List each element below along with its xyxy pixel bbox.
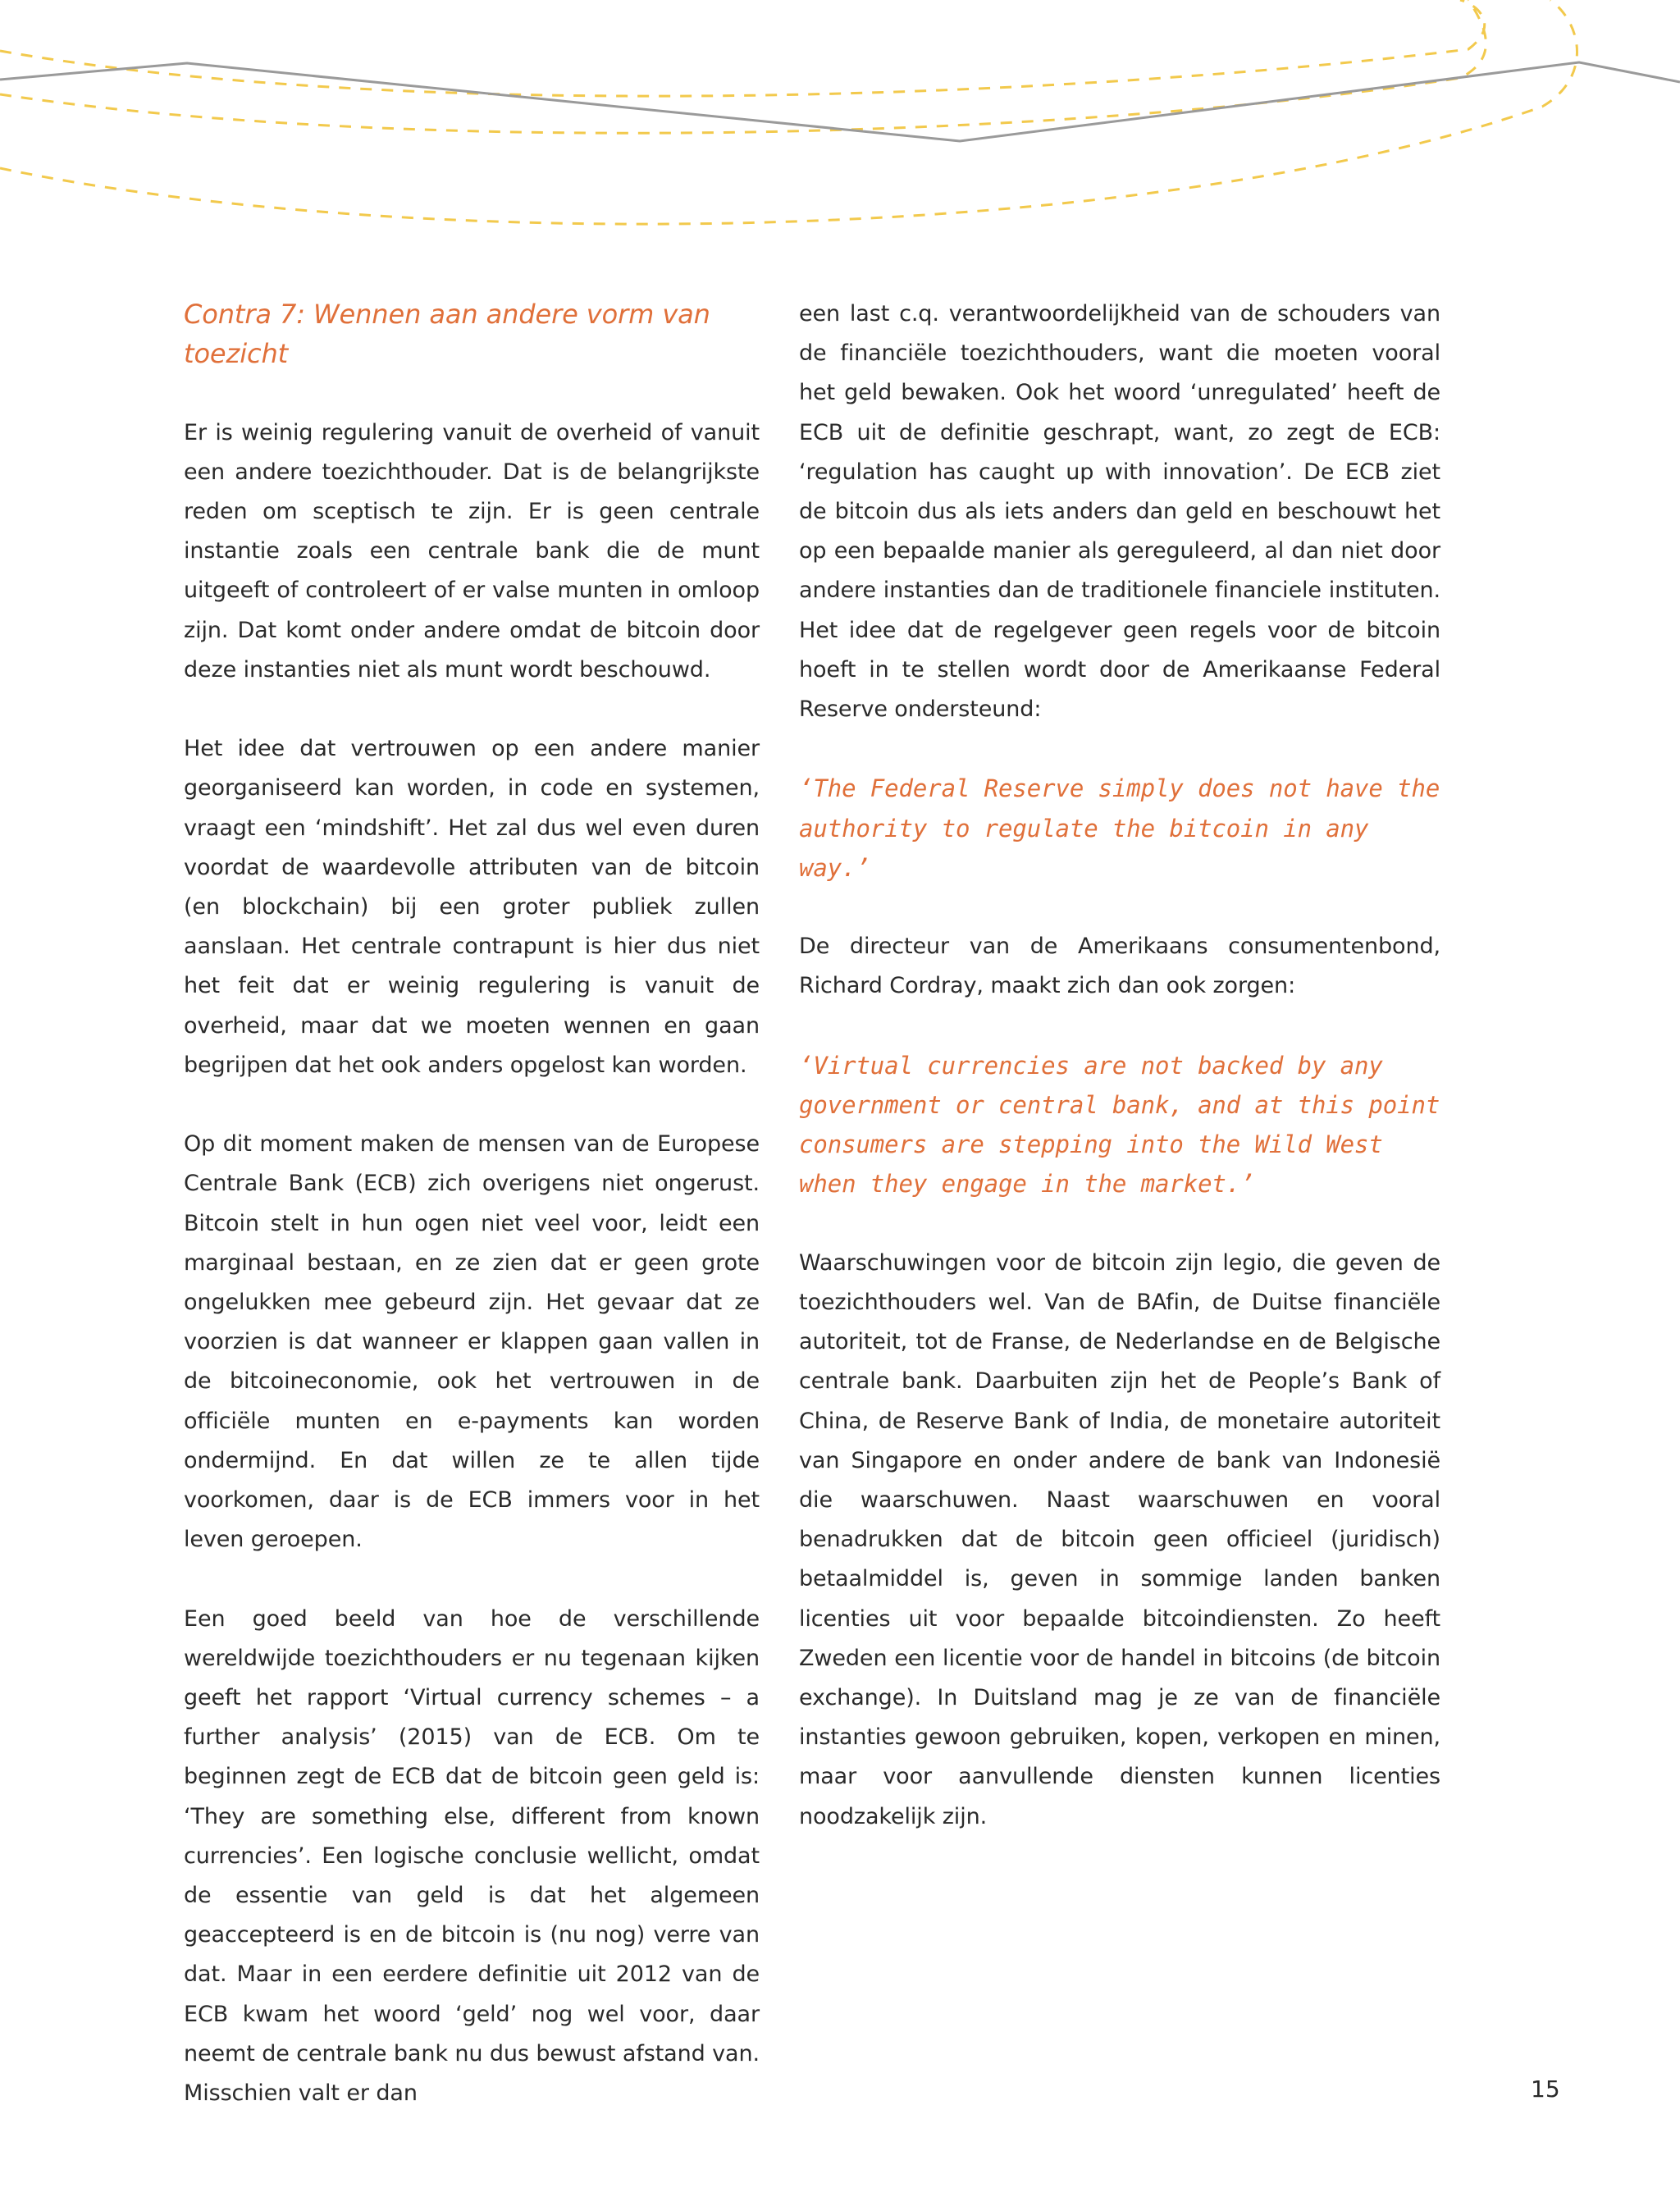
dashed-curve-3 bbox=[0, 0, 1577, 224]
body-paragraph: Het idee dat vertrouwen op een andere manier georganiseerd kan worden, in code en systemen, vraagt een ‘mindshift’. Het zal dus wel even duren voordat de waardevolle attributen van de bitcoin (en blockchain) bij een groter publiek zullen aanslaan. Het centrale contrapunt is hier dus niet het feit dat er weinig regulering is vanuit de overheid, maar dat we moeten wennen en gaan begrijpen dat het ook anders opgelost kan worden. bbox=[184, 736, 760, 1078]
page-number: 15 bbox=[1531, 2076, 1560, 2103]
header-decoration bbox=[0, 0, 1680, 263]
left-column bbox=[184, 295, 760, 2113]
body-paragraph: De directeur van de Amerikaans consumentenbond, Richard Cordray, maakt zich dan ook zorgen: bbox=[799, 934, 1440, 999]
dashed-curve-1 bbox=[0, 0, 1485, 96]
body-paragraph: Er is weinig regulering vanuit de overheid of vanuit een andere toezichthouder. Dat is de belangrijkste reden om sceptisch te zijn. Er is geen centrale instantie zoals een centrale bank die de munt uitgeeft of controleert of er valse munten in omloop zijn. Dat komt onder andere omdat de bitcoin door deze instanties niet als munt wordt beschouwd. bbox=[184, 419, 760, 683]
grey-zigzag-line bbox=[0, 62, 1680, 141]
body-paragraph: Op dit moment maken de mensen van de Europese Centrale Bank (ECB) zich overigens niet ongerust. Bitcoin stelt in hun ogen niet veel voor, leidt een marginaal bestaan, en ze zien dat er geen grote ongelukken mee gebeurd zijn. Het gevaar dat ze voorzien is dat wanneer er klappen gaan vallen in de bitcoineconomie, ook het vertrouwen in de officiële munten en e-payments kan worden ondermijnd. En dat willen ze te allen tijde voorkomen, daar is de ECB immers voor in het leven geroepen. bbox=[184, 1131, 760, 1553]
right-column bbox=[799, 295, 1440, 1837]
section-heading: Contra 7: Wennen aan andere vorm van toezicht bbox=[184, 299, 710, 370]
body-paragraph: Waarschuwingen voor de bitcoin zijn legio, die geven de toezichthouders wel. Van de BAfin, de Duitse financiële autoriteit, tot de Franse, de Nederlandse en de Belgische centrale bank. Daarbuiten zijn het de People’s Bank of China, de Reserve Bank of India, de monetaire autoriteit van Singapore en onder andere de bank van Indonesië die waarschuwen. Naast waarschuwen en vooral benadrukken dat de bitcoin geen officieel (juridisch) betaalmiddel is, geven in sommige landen banken licenties uit voor bepaalde bitcoindiensten. Zo heeft Zweden een licentie voor de handel in bitcoins (de bitcoin exchange). In Duitsland mag je ze van de financiële instanties gewoon gebruiken, kopen, verkopen en minen, maar voor aanvullende diensten kunnen licenties noodzakelijk zijn. bbox=[799, 1249, 1440, 1829]
body-paragraph: Een goed beeld van hoe de verschillende wereldwijde toezichthouders er nu tegenaan kijken geeft het rapport ‘Virtual currency schemes – a further analysis’ (2015) van de ECB. Om te beginnen zegt de ECB dat de bitcoin geen geld is: ‘They are something else, different from known currencies’. Een logische conclusie wellicht, omdat de essentie van geld is dat het algemeen geaccepteerd is en de bitcoin is (nu nog) verre van dat. Maar in een eerdere definitie uit 2012 van de ECB kwam het woord ‘geld’ nog wel voor, daar neemt de centrale bank nu dus bewust afstand van. Misschien valt er dan bbox=[184, 1605, 760, 2107]
pull-quote: ‘The Federal Reserve simply does not have the authority to regulate the bitcoin in any way.’ bbox=[799, 774, 1440, 882]
body-paragraph: een last c.q. verantwoordelijkheid van de schouders van de financiële toezichthouders, want die moeten vooral het geld bewaken. Ook het woord ‘unregulated’ heeft de ECB uit de definitie geschrapt, want, zo zegt de ECB: ‘regulation has caught up with innovation’. De ECB ziet de bitcoin dus als iets anders dan geld en beschouwt het op een bepaalde manier als gereguleerd, al dan niet door andere instanties dan de traditionele financiele instituten. Het idee dat de regelgever geen regels voor de bitcoin hoeft in te stellen wordt door de Amerikaanse Federal Reserve ondersteund: bbox=[799, 301, 1440, 723]
pull-quote: ‘Virtual currencies are not backed by any government or central bank, and at this point consumers are stepping into the Wild West when they engage in the market.’ bbox=[799, 1051, 1440, 1199]
